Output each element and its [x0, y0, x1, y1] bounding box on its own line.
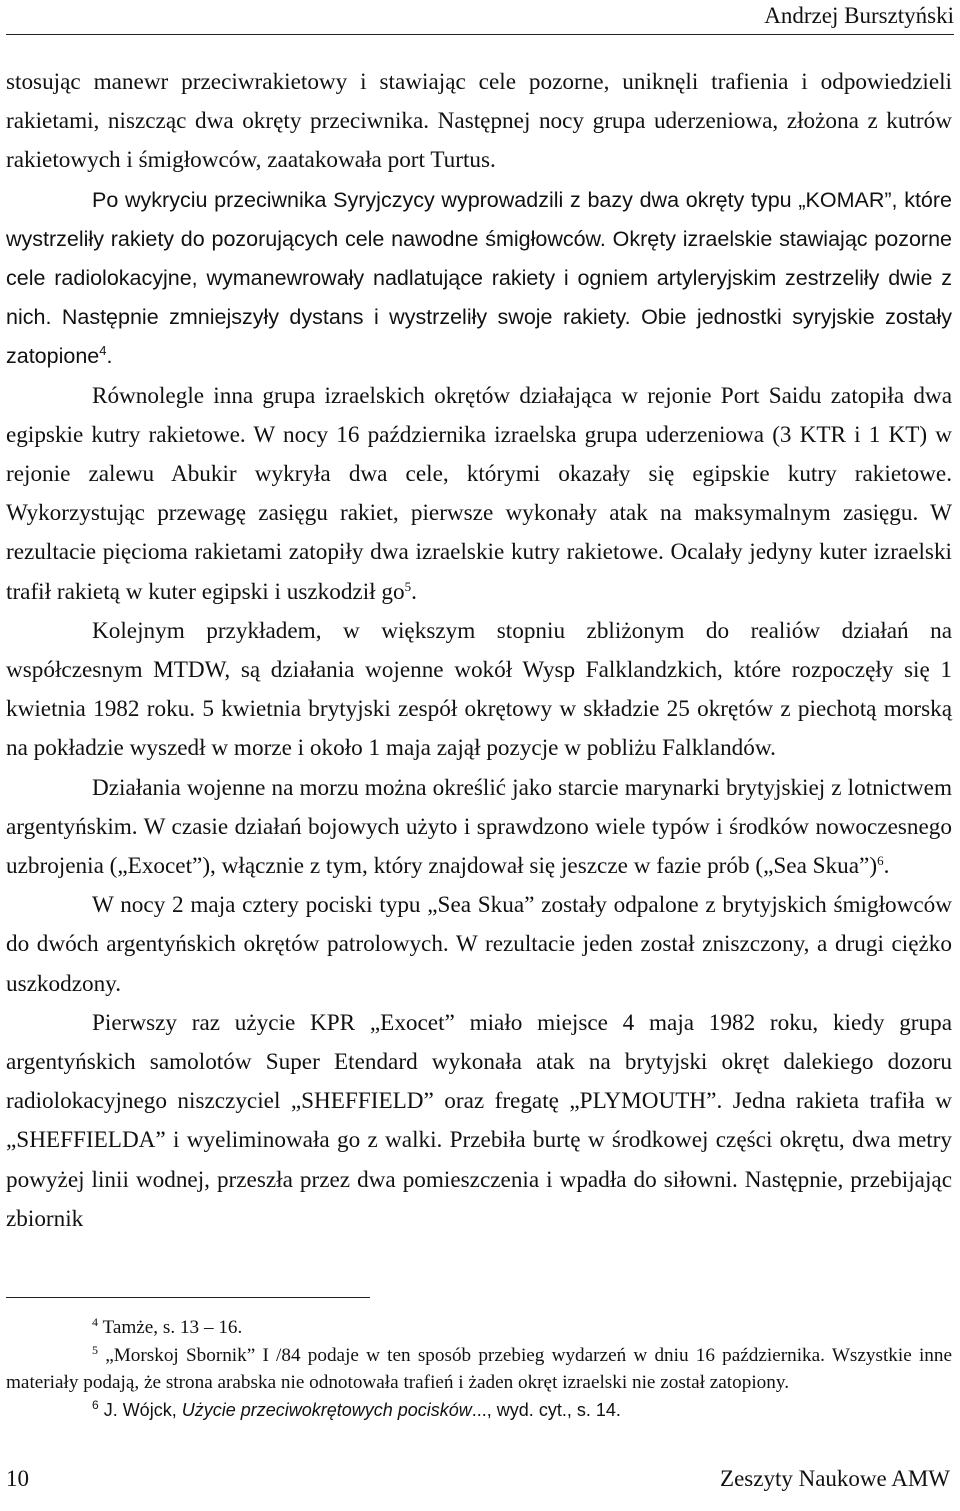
footnotes	[6, 1314, 952, 1424]
paragraph-7: Pierwszy raz użycie KPR „Exocet” miało miejsce 4 maja 1982 roku, kiedy grupa argentyńskich samolotów Super Etendard wykonała atak na brytyjski okręt dalekiego dozoru radiolokacyjnego niszczyciel „SHEFFIELD” oraz fregatę „PLYMOUTH”. Jedna rakieta trafiła w „SHEFFIELDA” i wyeliminowała go z walki. Przebiła burtę w środkowej części okrętu, dwa metry powyżej linii wodnej, przeszła przez dwa pomieszczenia i wpadła do siłowni. Następnie, przebijając zbiornik	[6, 1009, 952, 1232]
paragraph-3-text: Równolegle inna grupa izraelskich okrętów działająca w rejonie Port Saidu zatopiła dwa egipskie kutry rakietowe. W nocy 16 października izraelska grupa uderzeniowa (3 KTR i 1 KT) w rejonie zalewu Abukir wykryła dwa cele, którymi okazały się egipskie kutry rakietowe. Wykorzystując przewagę zasięgu rakiet, pierwsze wykonały atak na maksymalnym zasięgu. W rezultacie pięcioma rakietami zatopiły dwa izraelskie kutry rakietowe. Ocalały jedyny kuter izraelski trafił rakietą w kuter egipski i uszkodził go	[6, 382, 952, 605]
paragraph-5-end: .	[883, 853, 890, 880]
paragraph-3-end: .	[411, 578, 417, 605]
paragraph-1: stosując manewr przeciwrakietowy i stawiając cele pozorne, uniknęli trafienia i odpowiedzieli rakietami, niszcząc dwa okręty przeciwnika. Następnej nocy grupa uderzeniowa, złożona z kutrów rakietowych i śmigłowców, zaatakowała port Turtus.	[6, 69, 952, 174]
footnote-5	[6, 1342, 952, 1397]
paragraph-5-text: Działania wojenne na morzu można określić jako starcie marynarki brytyjskiej z lotnictwem argentyńskim. W czasie działań bojowych użyto i sprawdzono wiele typów i środków nowoczesnego uzbrojenia („Exocet”), włącznie z tym, który znajdował się jeszcze w fazie prób („Sea Skua”)	[6, 774, 952, 880]
paragraph-2	[6, 181, 952, 377]
journal-name: Zeszyty Naukowe AMW	[720, 1466, 950, 1491]
footnote-6-prefix: J. Wójck,	[98, 1399, 182, 1420]
footnote-ref-5[interactable]: 5	[404, 578, 412, 594]
footnote-6-mark: 6	[92, 1397, 99, 1412]
footnote-ref-6[interactable]: 6	[877, 853, 884, 869]
paragraph-2-text: Po wykryciu przeciwnika Syryjczycy wyprowadzili z bazy dwa okręty typu „KOMAR”, które wystrzeliły rakiety do pozorujących cele nawodne śmigłowców. Okręty izraelskie stawiając pozorne cele radiolokacyjne, wymanewrowały nadlatujące rakiety i ogniem artyleryjskim zestrzeliły dwie z nich. Następnie zmniejszyły dystans i wystrzeliły swoje rakiety. Obie jednostki syryjskie zostały zatopione	[6, 187, 952, 369]
running-head-author: Andrzej Bursztyński	[764, 3, 954, 28]
footnote-4-mark: 4	[92, 1315, 98, 1329]
footnote-6	[6, 1397, 952, 1425]
footnote-4	[6, 1314, 952, 1342]
footnote-5-text: „Morskoj Sbornik” I /84 podaje w ten sposób przebieg wydarzeń w dniu 16 października. Wszystkie inne materiały podają, że strona arabska nie odnotowała trafień i żaden okręt izraelski nie został zatopiony.	[6, 1344, 952, 1394]
header-divider	[6, 34, 954, 35]
paragraph-6: W nocy 2 maja cztery pociski typu „Sea Skua” zostały odpalone z brytyjskich śmigłowców do dwóch argentyńskich okrętów patrolowych. W rezultacie jeden został zniszczony, a drugi ciężko uszkodzony.	[6, 892, 952, 997]
footnote-4-text: Tamże, s. 13 – 16.	[98, 1317, 243, 1338]
main-text	[6, 63, 952, 1239]
footnote-divider	[6, 1297, 370, 1298]
paragraph-2-end: .	[106, 344, 113, 369]
paragraph-4: Kolejnym przykładem, w większym stopniu zbliżonym do realiów działań na współczesnym MTDW, są działania wojenne wokół Wysp Falklandzkich, które rozpoczęły się 1 kwietnia 1982 roku. 5 kwietnia brytyjski zespół okrętowy w składzie 25 okrętów z piechotą morską na pokładzie wyszedł w morze i około 1 maja zajął pozycje w pobliżu Falklandów.	[6, 617, 952, 762]
page-number: 10	[6, 1466, 29, 1491]
paragraph-3	[6, 377, 952, 612]
footnote-ref-4[interactable]: 4	[99, 343, 107, 359]
paragraph-5	[6, 769, 952, 887]
footnote-6-title: Użycie przeciwokrętowych pocisków	[181, 1399, 472, 1420]
footnote-5-mark: 5	[92, 1342, 98, 1357]
footnote-6-suffix: ..., wyd. cyt., s. 14.	[471, 1399, 621, 1420]
